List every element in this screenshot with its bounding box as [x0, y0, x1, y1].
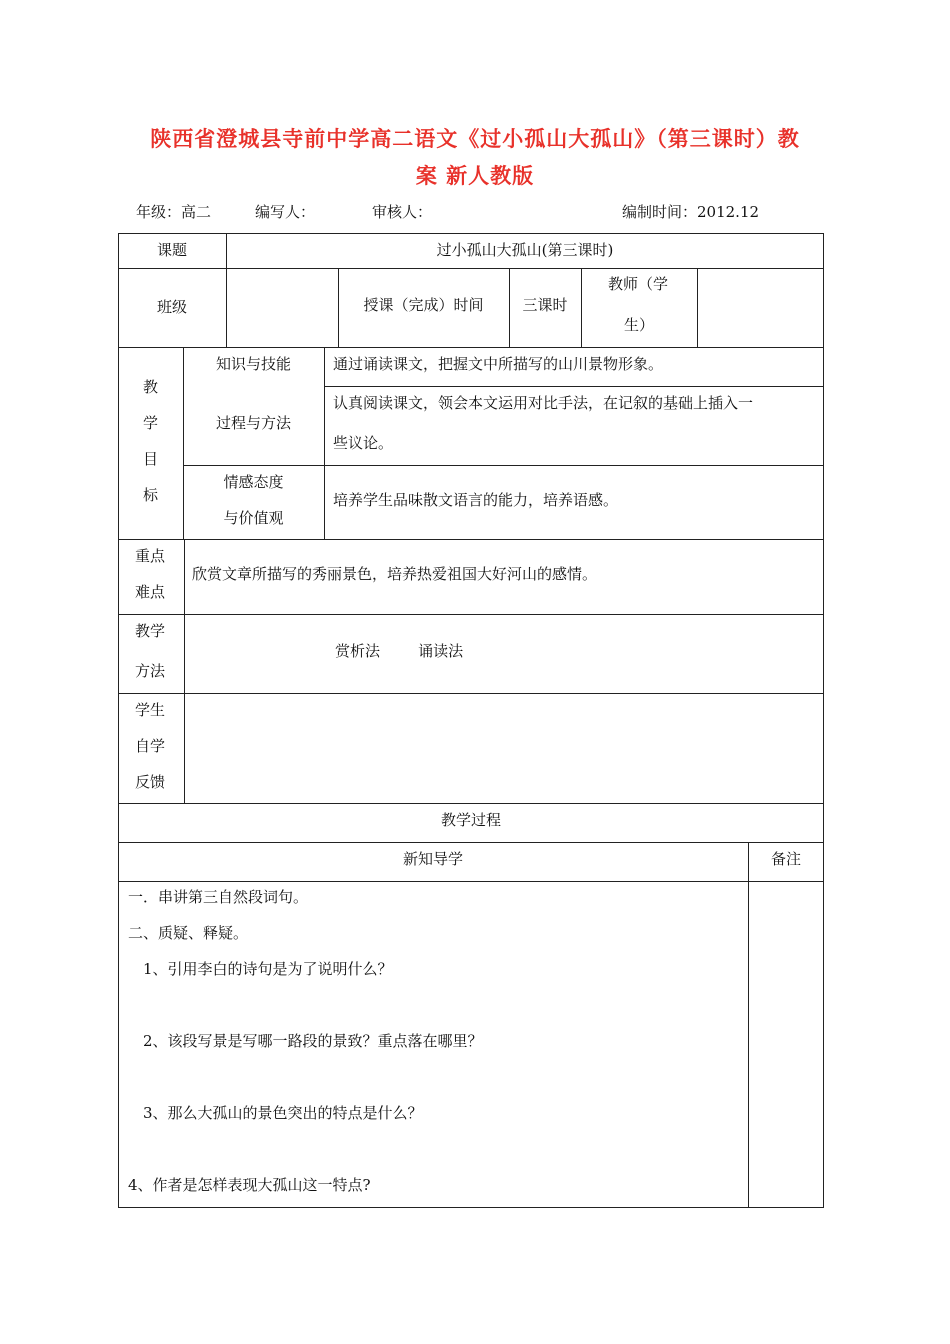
method-text: 赏析法 诵读法 [335, 642, 464, 660]
teacher-label-1: 教师（学 [608, 275, 669, 293]
goal-process-text-1: 认真阅读课文，领会本文运用对比手法，在记叙的基础上插入一 [333, 394, 754, 412]
key-label-1: 重点 [135, 547, 166, 565]
goal-attitude-label-1: 情感态度 [223, 473, 284, 491]
goals-label-char-1: 教 [143, 378, 159, 396]
goal-attitude-label-2: 与价值观 [223, 509, 284, 527]
class-time-label: 授课（完成）时间 [363, 296, 484, 314]
content-line: 一．串讲第三自然段词句。 [128, 888, 309, 906]
goals-label-char-4: 标 [143, 486, 159, 504]
goal-knowledge-label: 知识与技能 [215, 355, 291, 373]
author-field: 编写人： [255, 203, 316, 221]
feedback-label-1: 学生 [135, 701, 166, 719]
feedback-label-2: 自学 [135, 737, 166, 755]
class-time-value: 三课时 [522, 296, 568, 314]
key-label-2: 难点 [135, 583, 166, 601]
topic-label: 课题 [156, 241, 187, 259]
table-border [118, 233, 824, 1208]
content-line: 2、该段写景是写哪一路段的景致？重点落在哪里？ [143, 1032, 483, 1050]
teacher-label-2: 生） [624, 316, 655, 334]
goal-attitude-text: 培养学生品味散文语言的能力，培养语感。 [333, 491, 619, 509]
goal-process-text-2: 些议论。 [333, 434, 394, 452]
class-label: 班级 [156, 298, 187, 316]
new-guide-label: 新知导学 [402, 850, 463, 868]
content-line: 二、质疑、释疑。 [128, 924, 249, 942]
key-text: 欣赏文章所描写的秀丽景色，培养热爱祖国大好河山的感情。 [192, 565, 598, 583]
topic-value: 过小孤山大孤山(第三课时) [436, 241, 614, 259]
goals-label-char-3: 目 [143, 450, 159, 468]
content-line: 1、引用李白的诗句是为了说明什么？ [143, 960, 393, 978]
document-title-line-2: 案 新人教版 [415, 164, 535, 188]
goal-knowledge-text: 通过诵读课文，把握文中所描写的山川景物形象。 [333, 355, 664, 373]
notes-label: 备注 [770, 850, 801, 868]
grade-field: 年级：高二 [136, 203, 212, 221]
content-line: 4、作者是怎样表现大孤山这一特点? [128, 1176, 371, 1194]
document-title-line-1: 陕西省澄城县寺前中学高二语文《过小孤山大孤山》（第三课时）教 [150, 127, 800, 151]
method-label-1: 教学 [135, 622, 166, 640]
reviewer-field: 审核人： [372, 203, 433, 221]
date-field: 编制时间：2012.12 [622, 203, 760, 221]
method-label-2: 方法 [135, 662, 166, 680]
goal-process-label: 过程与方法 [215, 414, 291, 432]
content-line: 3、那么大孤山的景色突出的特点是什么？ [143, 1104, 423, 1122]
goals-label-char-2: 学 [143, 414, 159, 432]
process-label: 教学过程 [440, 811, 501, 829]
feedback-label-3: 反馈 [135, 773, 166, 791]
